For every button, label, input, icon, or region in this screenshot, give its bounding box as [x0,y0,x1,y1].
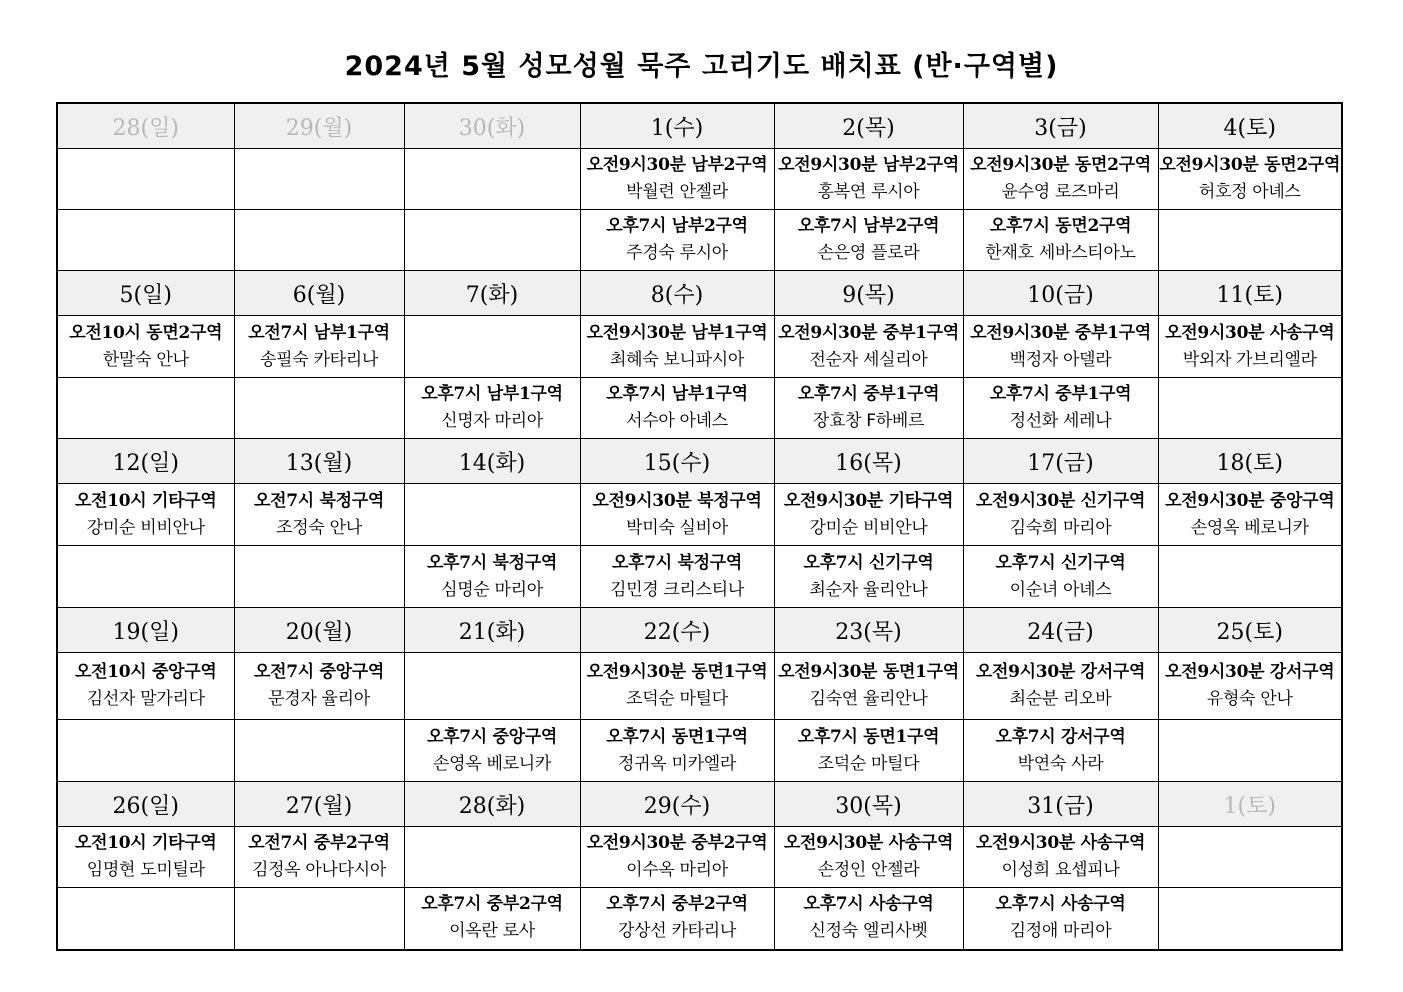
prayer-time-district: 오후7시 사송구역 [803,894,934,915]
schedule-cell [963,546,1158,608]
day-header: 2(목) [774,103,963,149]
prayer-leader-name: 강미순 비비안나 [86,517,205,538]
schedule-cell [963,484,1158,546]
prayer-leader-name: 전순자 세실리아 [809,349,928,370]
schedule-cell [580,316,774,378]
schedule-cell [774,720,963,782]
day-header: 29(수) [580,782,774,827]
day-header: 18(토) [1158,439,1342,484]
prayer-leader-name: 문경자 율리아 [268,689,370,709]
day-header: 25(토) [1158,608,1342,653]
prayer-time-district: 오전7시 남부1구역 [248,322,390,343]
prayer-leader-name: 이성희 요셉피나 [1001,860,1120,880]
schedule-cell [963,316,1158,378]
prayer-time-district: 오전9시30분 남부1구역 [586,322,768,343]
prayer-time-district: 오후7시 남부2구역 [797,216,940,236]
schedule-cell [580,888,774,950]
prayer-time-district: 오전9시30분 동면2구역 [1159,155,1341,175]
schedule-cell [580,546,774,608]
prayer-time-district: 오전9시30분 동면2구역 [970,155,1151,175]
prayer-time-district: 오후7시 신기구역 [803,552,934,573]
schedule-cell [404,149,580,210]
prayer-time-district: 오전9시30분 중부1구역 [778,322,959,343]
schedule-cell [234,484,404,546]
week-header-row [57,608,1342,653]
day-header: 26(일) [57,782,234,827]
prayer-leader-name: 심명순 마리아 [441,579,543,600]
schedule-cell [963,149,1158,210]
schedule-cell [57,484,234,546]
day-header: 30(목) [774,782,963,827]
evening-slot-row [57,720,1342,782]
day-header: 28(화) [404,782,580,827]
schedule-cell [1158,210,1342,271]
schedule-cell [1158,827,1342,888]
schedule-cell [404,720,580,782]
week-header-row [57,782,1342,827]
day-header: 24(금) [963,608,1158,653]
schedule-cell [404,210,580,271]
prayer-leader-name: 이순녀 아녜스 [1009,579,1112,600]
prayer-leader-name: 손은영 플로라 [817,243,920,263]
prayer-time-district: 오전7시 북정구역 [253,490,384,511]
prayer-time-district: 오전10시 기타구역 [74,833,217,853]
schedule-cell [57,888,234,950]
schedule-cell [404,378,580,439]
prayer-leader-name: 이옥란 로사 [449,921,535,942]
day-header: 27(월) [234,782,404,827]
schedule-cell [774,827,963,888]
week-header-row [57,271,1342,316]
schedule-cell [580,149,774,210]
day-header: 21(화) [404,608,580,653]
schedule-cell [1158,484,1342,546]
prayer-time-district: 오전9시30분 사송구역 [1165,322,1335,343]
schedule-cell [963,653,1158,720]
page-title: 2024년 5월 성모성월 묵주 고리기도 배치표 (반·구역별) [344,51,1059,82]
prayer-time-district: 오후7시 중부1구역 [989,384,1132,404]
day-header: 9(목) [774,271,963,316]
prayer-leader-name: 최순자 율리안나 [809,579,928,600]
prayer-time-district: 오전9시30분 신기구역 [975,490,1146,511]
prayer-time-district: 오전9시30분 사송구역 [975,833,1146,853]
evening-slot-row [57,888,1342,950]
schedule-cell [580,720,774,782]
schedule-cell [774,378,963,439]
day-header: 11(토) [1158,271,1342,316]
day-header: 23(목) [774,608,963,653]
schedule-cell [234,316,404,378]
prayer-leader-name: 김정애 마리아 [1009,921,1112,942]
schedule-cell [57,653,234,720]
day-header: 3(금) [963,103,1158,149]
schedule-cell [774,653,963,720]
prayer-time-district: 오전10시 기타구역 [74,490,217,511]
schedule-cell [1158,316,1342,378]
morning-slot-row [57,827,1342,888]
prayer-leader-name: 박미숙 실비아 [626,517,728,538]
schedule-table [56,102,1343,951]
prayer-leader-name: 박연숙 사라 [1017,753,1104,774]
day-header: 16(목) [774,439,963,484]
prayer-time-district: 오후7시 중부2구역 [421,894,563,915]
prayer-time-district: 오후7시 남부1구역 [606,384,748,404]
schedule-cell [57,720,234,782]
schedule-cell [774,546,963,608]
day-header: 14(화) [404,439,580,484]
prayer-leader-name: 한말숙 안나 [102,349,189,370]
schedule-cell [404,546,580,608]
prayer-leader-name: 윤수영 로즈마리 [1001,182,1120,202]
schedule-cell [774,484,963,546]
day-header: 13(월) [234,439,404,484]
prayer-leader-name: 서수아 아녜스 [626,411,728,431]
prayer-leader-name: 이수옥 마리아 [626,860,728,880]
prayer-time-district: 오전9시30분 중부2구역 [586,833,768,853]
prayer-leader-name: 조덕순 마틸다 [626,689,728,709]
schedule-cell [1158,720,1342,782]
evening-slot-row [57,378,1342,439]
week-header-row [57,103,1342,149]
day-header: 31(금) [963,782,1158,827]
prayer-leader-name: 강미순 비비안나 [809,517,928,538]
schedule-cell [963,888,1158,950]
schedule-cell [963,720,1158,782]
schedule-cell [580,653,774,720]
prayer-time-district: 오전9시30분 남부2구역 [778,155,959,175]
prayer-time-district: 오전9시30분 동면1구역 [586,662,768,682]
schedule-cell [774,316,963,378]
schedule-cell [234,720,404,782]
schedule-cell [963,210,1158,271]
prayer-time-district: 오후7시 중앙구역 [426,726,557,747]
day-header: 22(수) [580,608,774,653]
prayer-time-district: 오전9시30분 강서구역 [975,662,1146,682]
prayer-leader-name: 허호정 아녜스 [1198,182,1301,202]
prayer-time-district: 오후7시 동면1구역 [797,726,940,747]
prayer-leader-name: 정선화 세레나 [1009,411,1112,431]
schedule-cell [57,149,234,210]
day-header: 1(토) [1158,782,1342,827]
prayer-time-district: 오전10시 중앙구역 [74,662,217,682]
schedule-cell [774,210,963,271]
schedule-cell [1158,149,1342,210]
schedule-cell [404,653,580,720]
prayer-leader-name: 강상선 카타리나 [618,921,736,942]
prayer-leader-name: 신명자 마리아 [441,411,543,431]
day-header: 29(월) [234,103,404,149]
prayer-leader-name: 유형숙 안나 [1206,689,1293,709]
prayer-time-district: 오후7시 남부2구역 [606,216,748,236]
prayer-leader-name: 조덕순 마틸다 [817,753,920,774]
evening-slot-row [57,210,1342,271]
schedule-cell [404,316,580,378]
prayer-time-district: 오후7시 동면1구역 [606,726,748,747]
schedule-cell [57,827,234,888]
schedule-cell [234,546,404,608]
morning-slot-row [57,484,1342,546]
prayer-leader-name: 홍복연 루시아 [817,182,920,202]
morning-slot-row [57,149,1342,210]
prayer-time-district: 오후7시 북정구역 [426,552,557,573]
prayer-time-district: 오전7시 중부2구역 [248,833,390,853]
prayer-leader-name: 한재호 세바스티아노 [985,243,1136,263]
day-header: 6(월) [234,271,404,316]
schedule-cell [580,827,774,888]
prayer-time-district: 오전9시30분 기타구역 [783,490,954,511]
schedule-cell [234,653,404,720]
morning-slot-row [57,653,1342,720]
prayer-time-district: 오전9시30분 사송구역 [783,833,954,853]
schedule-cell [580,378,774,439]
schedule-cell [774,888,963,950]
prayer-time-district: 오후7시 동면2구역 [989,216,1132,236]
prayer-leader-name: 손영옥 베로니카 [433,753,551,774]
day-header: 5(일) [57,271,234,316]
prayer-time-district: 오후7시 신기구역 [995,552,1126,573]
prayer-leader-name: 조정숙 안나 [276,517,362,538]
schedule-cell [57,378,234,439]
schedule-cell [580,210,774,271]
schedule-cell [234,210,404,271]
day-header: 30(화) [404,103,580,149]
prayer-time-district: 오후7시 북정구역 [611,552,742,573]
day-header: 4(토) [1158,103,1342,149]
prayer-time-district: 오전9시30분 남부2구역 [586,155,768,175]
schedule-cell [57,210,234,271]
day-header: 7(화) [404,271,580,316]
prayer-time-district: 오전9시30분 동면1구역 [778,662,959,682]
schedule-cell [963,378,1158,439]
day-header: 28(일) [57,103,234,149]
schedule-cell [404,827,580,888]
prayer-leader-name: 김숙연 율리안나 [809,689,928,709]
schedule-cell [1158,888,1342,950]
prayer-time-district: 오전9시30분 중앙구역 [1165,490,1335,511]
prayer-leader-name: 신정숙 엘리사벳 [809,921,928,942]
prayer-leader-name: 김정옥 아나다시아 [251,860,387,880]
prayer-time-district: 오전10시 동면2구역 [69,322,223,343]
prayer-time-district: 오후7시 사송구역 [995,894,1126,915]
prayer-time-district: 오전7시 중앙구역 [253,662,384,682]
schedule-cell [234,149,404,210]
prayer-leader-name: 손정인 안젤라 [817,860,920,880]
prayer-leader-name: 박월련 안젤라 [626,182,728,202]
prayer-leader-name: 주경숙 루시아 [626,243,728,263]
schedule-cell [1158,653,1342,720]
prayer-leader-name: 임명현 도미틸라 [86,860,205,880]
prayer-leader-name: 김숙희 마리아 [1009,517,1112,538]
day-header: 1(수) [580,103,774,149]
day-header: 10(금) [963,271,1158,316]
schedule-cell [57,316,234,378]
schedule-cell [234,888,404,950]
prayer-time-district: 오후7시 강서구역 [995,726,1126,747]
day-header: 12(일) [57,439,234,484]
prayer-time-district: 오후7시 중부2구역 [606,894,748,915]
schedule-cell [234,827,404,888]
schedule-cell [963,827,1158,888]
prayer-leader-name: 장효창 F하베르 [812,411,925,431]
prayer-time-district: 오전9시30분 중부1구역 [970,322,1151,343]
schedule-cell [404,484,580,546]
schedule-cell [234,378,404,439]
prayer-leader-name: 손영옥 베로니카 [1190,517,1309,538]
prayer-leader-name: 최순분 리오바 [1009,689,1112,709]
schedule-cell [404,888,580,950]
schedule-cell [1158,378,1342,439]
schedule-cell [580,484,774,546]
schedule-cell [1158,546,1342,608]
day-header: 8(수) [580,271,774,316]
prayer-leader-name: 송필숙 카타리나 [260,349,378,370]
morning-slot-row [57,316,1342,378]
prayer-time-district: 오전9시30분 강서구역 [1165,662,1335,682]
day-header: 20(월) [234,608,404,653]
prayer-time-district: 오후7시 중부1구역 [797,384,940,404]
prayer-time-district: 오후7시 남부1구역 [421,384,563,404]
prayer-leader-name: 김민경 크리스티나 [609,579,745,600]
prayer-leader-name: 정귀옥 미카엘라 [618,753,736,774]
day-header: 19(일) [57,608,234,653]
day-header: 15(수) [580,439,774,484]
prayer-leader-name: 최혜숙 보니파시아 [609,349,745,370]
schedule-cell [774,149,963,210]
prayer-leader-name: 박외자 가브리엘라 [1182,349,1317,370]
day-header: 17(금) [963,439,1158,484]
evening-slot-row [57,546,1342,608]
prayer-time-district: 오전9시30분 북정구역 [592,490,762,511]
week-header-row [57,439,1342,484]
schedule-cell [57,546,234,608]
prayer-leader-name: 김선자 말가리다 [86,689,205,709]
prayer-leader-name: 백정자 아델라 [1009,349,1112,370]
